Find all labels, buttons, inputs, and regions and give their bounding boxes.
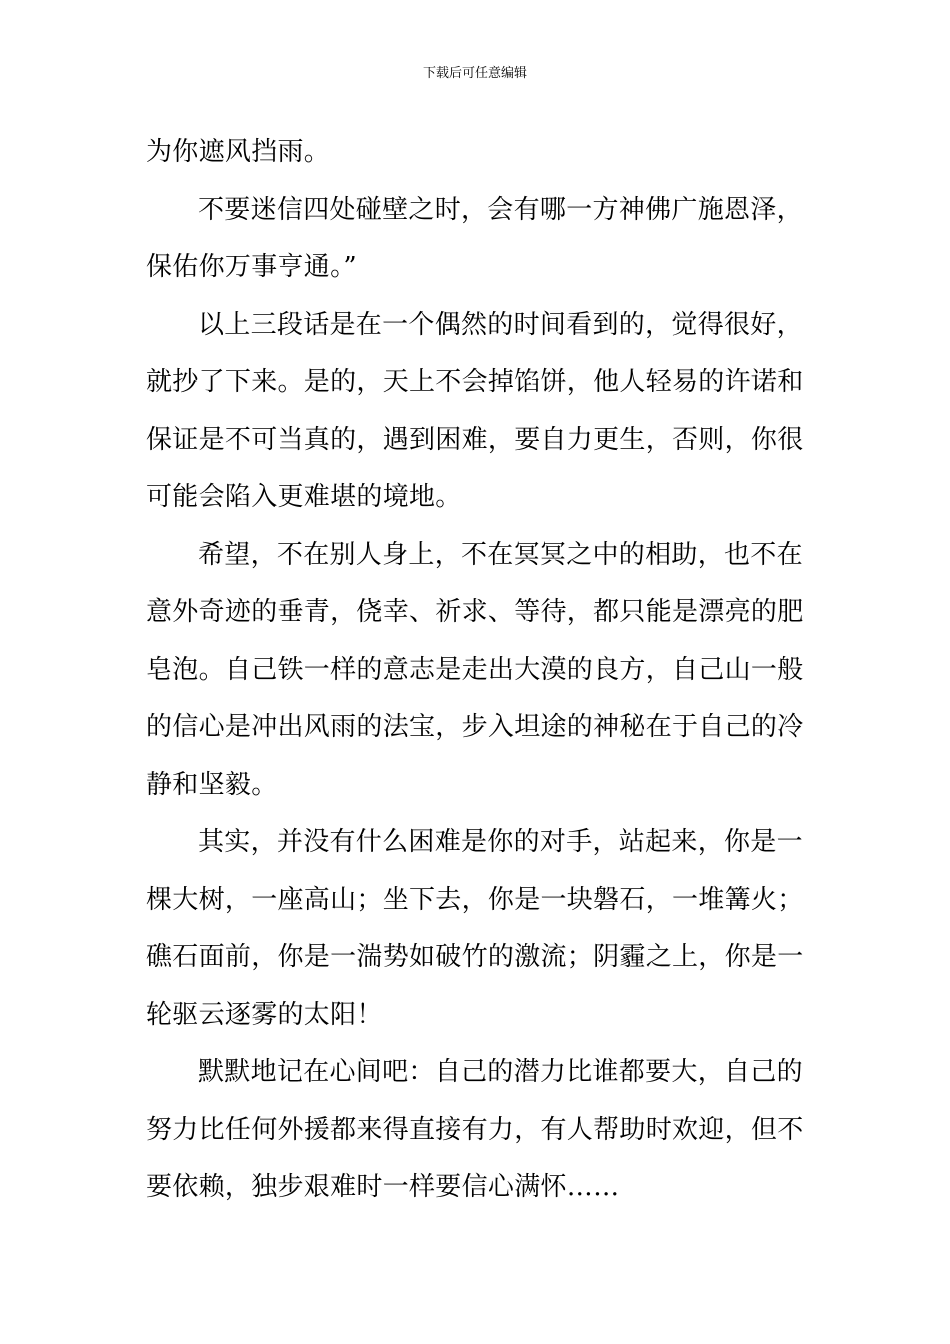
- text-line: 可能会陷入更难堪的境地。: [146, 482, 462, 512]
- paragraph-1: [146, 124, 806, 182]
- text-line: 其实，并没有什么困难是你的对手，站起来，你是一: [198, 827, 803, 857]
- text-line: 的信心是冲出风雨的法宝，步入坦途的神秘在于自己的冷: [146, 712, 804, 742]
- text-line: 皂泡。自己铁一样的意志是走出大漠的良方，自己山一般: [146, 654, 804, 685]
- text-line: 保证是不可当真的，遇到困难，要自力更生，否则，你很: [146, 424, 804, 455]
- text-line: 就抄了下来。是的，天上不会掉馅饼，他人轻易的许诺和: [146, 367, 804, 397]
- paragraph-2: [146, 182, 806, 297]
- text-line: 静和坚毅。: [146, 769, 278, 800]
- document-body: [146, 124, 806, 1217]
- text-line: 努力比任何外援都来得直接有力，有人帮助时欢迎，但不: [146, 1114, 804, 1145]
- text-line: 默默地记在心间吧：自己的潜力比谁都要大，自己的: [198, 1057, 803, 1087]
- text-line: 保佑你万事亨通。”: [146, 252, 357, 282]
- text-line: 要依赖，独步艰难时一样要信心满怀……: [146, 1172, 620, 1202]
- text-line: 意外奇迹的垂青，侥幸、祈求、等待，都只能是漂亮的肥: [146, 597, 804, 627]
- paragraph-4: [146, 527, 806, 815]
- text-line: 礁石面前，你是一湍势如破竹的激流；阴霾之上，你是一: [146, 942, 804, 972]
- text-line: 不要迷信四处碰壁之时，会有哪一方神佛广施恩泽，: [198, 194, 803, 225]
- paragraph-6: [146, 1044, 806, 1217]
- text-line: 为你遮风挡雨。: [146, 137, 331, 167]
- text-line: 希望，不在别人身上，不在冥冥之中的相助，也不在: [198, 539, 803, 570]
- text-line: 轮驱云逐雾的太阳！: [146, 999, 383, 1030]
- paragraph-5: [146, 814, 806, 1044]
- paragraph-3: [146, 297, 806, 527]
- page-header: 下载后可任意编辑: [422, 66, 527, 81]
- text-line: 棵大树，一座高山；坐下去，你是一块磐石，一堆篝火；: [146, 884, 804, 915]
- text-line: 以上三段话是在一个偶然的时间看到的，觉得很好，: [198, 309, 803, 340]
